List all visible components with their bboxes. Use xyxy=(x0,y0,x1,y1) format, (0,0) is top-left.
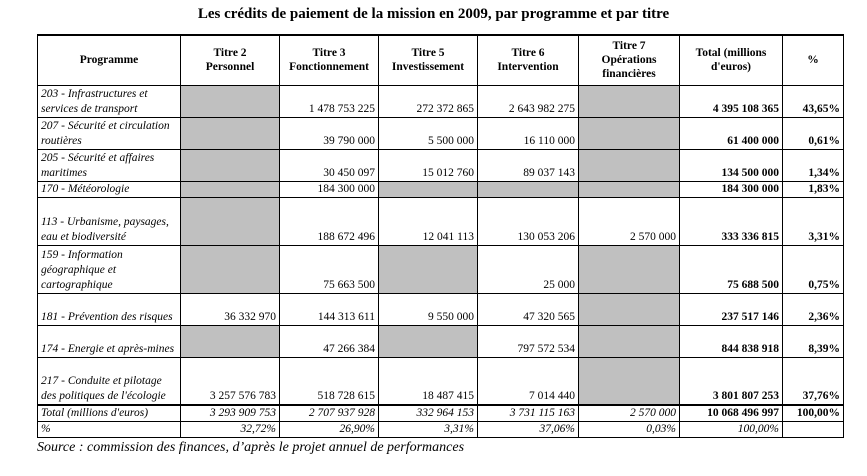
programme-cell: 159 - Information géographique et cartographique xyxy=(38,245,181,293)
total-cell: 237 517 146 xyxy=(680,293,783,325)
value-cell: 2 707 937 928 xyxy=(280,405,379,422)
empty-cell xyxy=(579,85,680,117)
empty-cell xyxy=(379,181,478,197)
value-cell: 188 672 496 xyxy=(280,197,379,245)
empty-cell xyxy=(379,325,478,357)
table-title: Les crédits de paiement de la mission en 2009, par programme et par titre xyxy=(197,6,670,22)
value-cell: 15 012 760 xyxy=(379,149,478,181)
source-note: Source : commission des finances, d’après le projet annuel de performances xyxy=(37,440,465,455)
empty-cell xyxy=(579,357,680,405)
table-row xyxy=(38,357,844,405)
value-cell: 89 037 143 xyxy=(478,149,579,181)
value-cell: 12 041 113 xyxy=(379,197,478,245)
col-header: % xyxy=(783,35,844,85)
value-cell: 100,00% xyxy=(680,422,783,438)
value-cell: 518 728 615 xyxy=(280,357,379,405)
col-header: Titre 2 Personnel xyxy=(181,35,280,85)
programme-cell: 217 - Conduite et pilotage des politiques de l'écologie xyxy=(38,357,181,405)
total-row xyxy=(38,405,844,422)
total-cell: 75 688 500 xyxy=(680,245,783,293)
value-cell: 9 550 000 xyxy=(379,293,478,325)
table-row xyxy=(38,197,844,245)
table-row xyxy=(38,181,844,197)
percent-cell: 8,39% xyxy=(783,325,844,357)
row-label: Total (millions d'euros) xyxy=(38,405,181,422)
value-cell: 75 663 500 xyxy=(280,245,379,293)
value-cell: 332 964 153 xyxy=(379,405,478,422)
percent-cell: 1,34% xyxy=(783,149,844,181)
value-cell: 16 110 000 xyxy=(478,117,579,149)
total-cell: 134 500 000 xyxy=(680,149,783,181)
value-cell: 32,72% xyxy=(181,422,280,438)
percent-cell: 37,76% xyxy=(783,357,844,405)
value-cell: 10 068 496 997 xyxy=(680,405,783,422)
value-cell: 3 293 909 753 xyxy=(181,405,280,422)
value-cell: 18 487 415 xyxy=(379,357,478,405)
value-cell: 272 372 865 xyxy=(379,85,478,117)
programme-cell: 170 - Météorologie xyxy=(38,181,181,197)
value-cell: 100,00% xyxy=(783,405,844,422)
total-cell: 3 801 807 253 xyxy=(680,357,783,405)
total-cell: 333 336 815 xyxy=(680,197,783,245)
value-cell: 1 478 753 225 xyxy=(280,85,379,117)
value-cell: 0,03% xyxy=(579,422,680,438)
empty-cell xyxy=(379,245,478,293)
empty-cell xyxy=(181,197,280,245)
programme-cell: 207 - Sécurité et circulation routières xyxy=(38,117,181,149)
empty-cell xyxy=(579,149,680,181)
col-header: Titre 7 Opérations financières xyxy=(579,35,680,85)
value-cell: 39 790 000 xyxy=(280,117,379,149)
table-row xyxy=(38,245,844,293)
empty-cell xyxy=(181,325,280,357)
empty-cell xyxy=(181,245,280,293)
percent-cell: 0,61% xyxy=(783,117,844,149)
value-cell: 30 450 097 xyxy=(280,149,379,181)
value-cell: 3,31% xyxy=(379,422,478,438)
table-row xyxy=(38,149,844,181)
total-cell: 61 400 000 xyxy=(680,117,783,149)
percent-cell: 0,75% xyxy=(783,245,844,293)
value-cell: 3 731 115 163 xyxy=(478,405,579,422)
col-header: Titre 3 Fonctionnement xyxy=(280,35,379,85)
total-cell: 844 838 918 xyxy=(680,325,783,357)
table-row xyxy=(38,85,844,117)
total-cell: 184 300 000 xyxy=(680,181,783,197)
empty-cell xyxy=(181,117,280,149)
value-cell: 2 643 982 275 xyxy=(478,85,579,117)
value-cell: 7 014 440 xyxy=(478,357,579,405)
value-cell: 25 000 xyxy=(478,245,579,293)
credits-table xyxy=(37,34,844,438)
empty-cell xyxy=(181,85,280,117)
value-cell: 36 332 970 xyxy=(181,293,280,325)
programme-cell: 205 - Sécurité et affaires maritimes xyxy=(38,149,181,181)
table-row xyxy=(38,325,844,357)
value-cell: 144 313 611 xyxy=(280,293,379,325)
value-cell: 37,06% xyxy=(478,422,579,438)
row-label: % xyxy=(38,422,181,438)
percent-cell: 3,31% xyxy=(783,197,844,245)
value-cell: 2 570 000 xyxy=(579,405,680,422)
value-cell xyxy=(783,422,844,438)
col-header: Total (millions d'euros) xyxy=(680,35,783,85)
value-cell: 184 300 000 xyxy=(280,181,379,197)
col-header: Titre 5 Investissement xyxy=(379,35,478,85)
table-row xyxy=(38,117,844,149)
percent-cell: 2,36% xyxy=(783,293,844,325)
empty-cell xyxy=(478,181,579,197)
value-cell: 130 053 206 xyxy=(478,197,579,245)
value-cell: 47 266 384 xyxy=(280,325,379,357)
percent-row xyxy=(38,422,844,438)
empty-cell xyxy=(579,325,680,357)
value-cell: 47 320 565 xyxy=(478,293,579,325)
empty-cell xyxy=(579,181,680,197)
col-header: Programme xyxy=(38,35,181,85)
empty-cell xyxy=(579,245,680,293)
empty-cell xyxy=(579,293,680,325)
percent-cell: 43,65% xyxy=(783,85,844,117)
empty-cell xyxy=(181,149,280,181)
value-cell: 5 500 000 xyxy=(379,117,478,149)
value-cell: 2 570 000 xyxy=(579,197,680,245)
col-header: Titre 6 Intervention xyxy=(478,35,579,85)
empty-cell xyxy=(579,117,680,149)
programme-cell: 203 - Infrastructures et services de transport xyxy=(38,85,181,117)
programme-cell: 181 - Prévention des risques xyxy=(38,293,181,325)
value-cell: 26,90% xyxy=(280,422,379,438)
value-cell: 797 572 534 xyxy=(478,325,579,357)
value-cell: 3 257 576 783 xyxy=(181,357,280,405)
programme-cell: 174 - Energie et après-mines xyxy=(38,325,181,357)
percent-cell: 1,83% xyxy=(783,181,844,197)
empty-cell xyxy=(181,181,280,197)
total-cell: 4 395 108 365 xyxy=(680,85,783,117)
table-row xyxy=(38,293,844,325)
header-row xyxy=(38,35,844,85)
programme-cell: 113 - Urbanisme, paysages, eau et biodiversité xyxy=(38,197,181,245)
